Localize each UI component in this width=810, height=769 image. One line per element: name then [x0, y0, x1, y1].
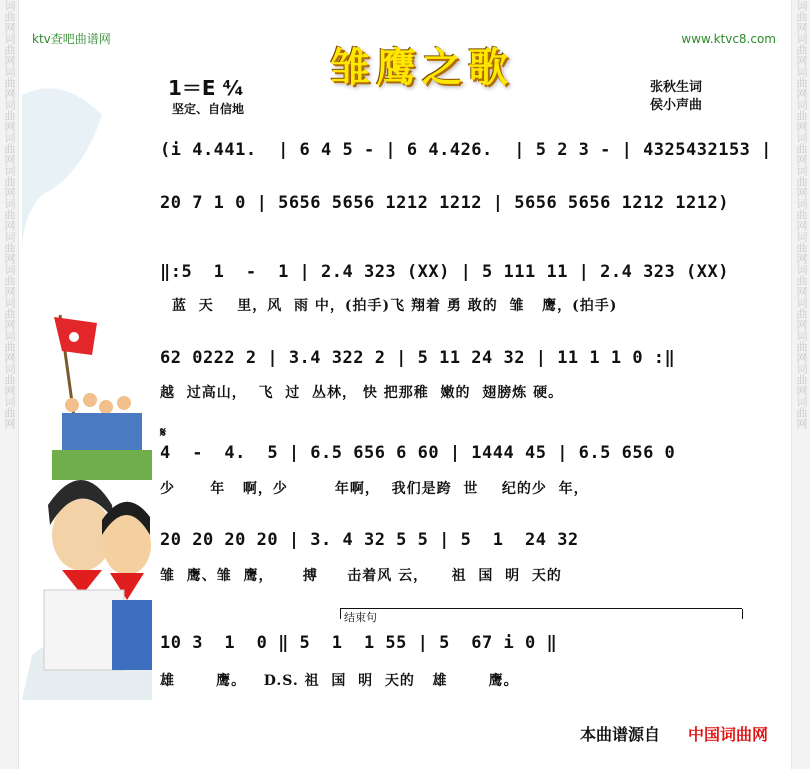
- pioneers-illustration: [22, 55, 152, 700]
- site-watermark-right: www.ktvc8.com: [681, 32, 776, 46]
- lyric-line-3: 蓝 天 里，风 雨 中，(拍手)飞 翔着 勇 敢的 雏 鹰，(拍手): [172, 298, 618, 314]
- lyric-line-7: 雄 鹰。 D.S. 祖 国 明 天的 雄 鹰。: [160, 673, 519, 689]
- lyric-line-5: 少 年 啊，少 年啊， 我们是跨 世 纪的少 年，: [160, 481, 589, 497]
- score-line-7: 10 3 1 0 ‖ 5 1 1 55 | 5 67 i 0 ‖: [160, 633, 558, 653]
- score-line-6: 20 20 20 20 | 3. 4 32 5 5 | 5 1 24 32: [160, 530, 579, 550]
- right-watermark-strip: [791, 0, 810, 769]
- site-watermark-left: ktv查吧曲谱网: [32, 32, 111, 46]
- key-signature: 1＝E ⁴⁄₄: [168, 76, 244, 100]
- lyric-line-4: 越 过高山， 飞 过 丛林， 快 把那稚 嫩的 翅膀炼 硬。: [160, 385, 564, 401]
- tempo-marking: 坚定、自信地: [172, 102, 245, 116]
- song-title: 雏鹰之歌: [330, 45, 514, 91]
- composer-credit: 侯小声曲: [650, 98, 703, 113]
- left-watermark-strip: [0, 0, 19, 769]
- lyric-line-6: 雏 鹰、雏 鹰， 搏 击着风 云， 祖 国 明 天的: [160, 568, 562, 584]
- score-line-3: ‖:5 1 - 1 | 2.4 323 (XX) | 5 111 11 | 2.4 323 (XX): [160, 262, 729, 282]
- score-line-2: 20 7 1 0 | 5656 5656 1212 1212 | 5656 5656 1212 1212): [160, 193, 729, 213]
- source-site-link[interactable]: 中国词曲网: [688, 725, 769, 744]
- source-label: 本曲谱源自: [580, 725, 661, 744]
- ending-bracket: 结束句: [340, 608, 742, 619]
- segno-sign: 𝄋: [160, 425, 167, 441]
- side-watermark-text: 词曲网词曲网词曲网词曲网词曲网词曲网词曲网词曲网词曲网词曲网词曲网词曲网词曲网: [795, 0, 808, 429]
- score-line-5: 4 - 4. 5 | 6.5 656 6 60 | 1444 45 | 6.5 656 0: [160, 443, 676, 463]
- score-line-1: (i 4.441. | 6 4 5 - | 6 4.426. | 5 2 3 - | 4325432153 |: [160, 140, 772, 160]
- score-line-4: 62 0222 2 | 3.4 322 2 | 5 11 24 32 | 11 1 1 0 :‖: [160, 348, 676, 368]
- lyricist-credit: 张秋生词: [650, 80, 703, 95]
- side-watermark-text: 词曲网词曲网词曲网词曲网词曲网词曲网词曲网词曲网词曲网词曲网词曲网词曲网词曲网: [3, 0, 16, 429]
